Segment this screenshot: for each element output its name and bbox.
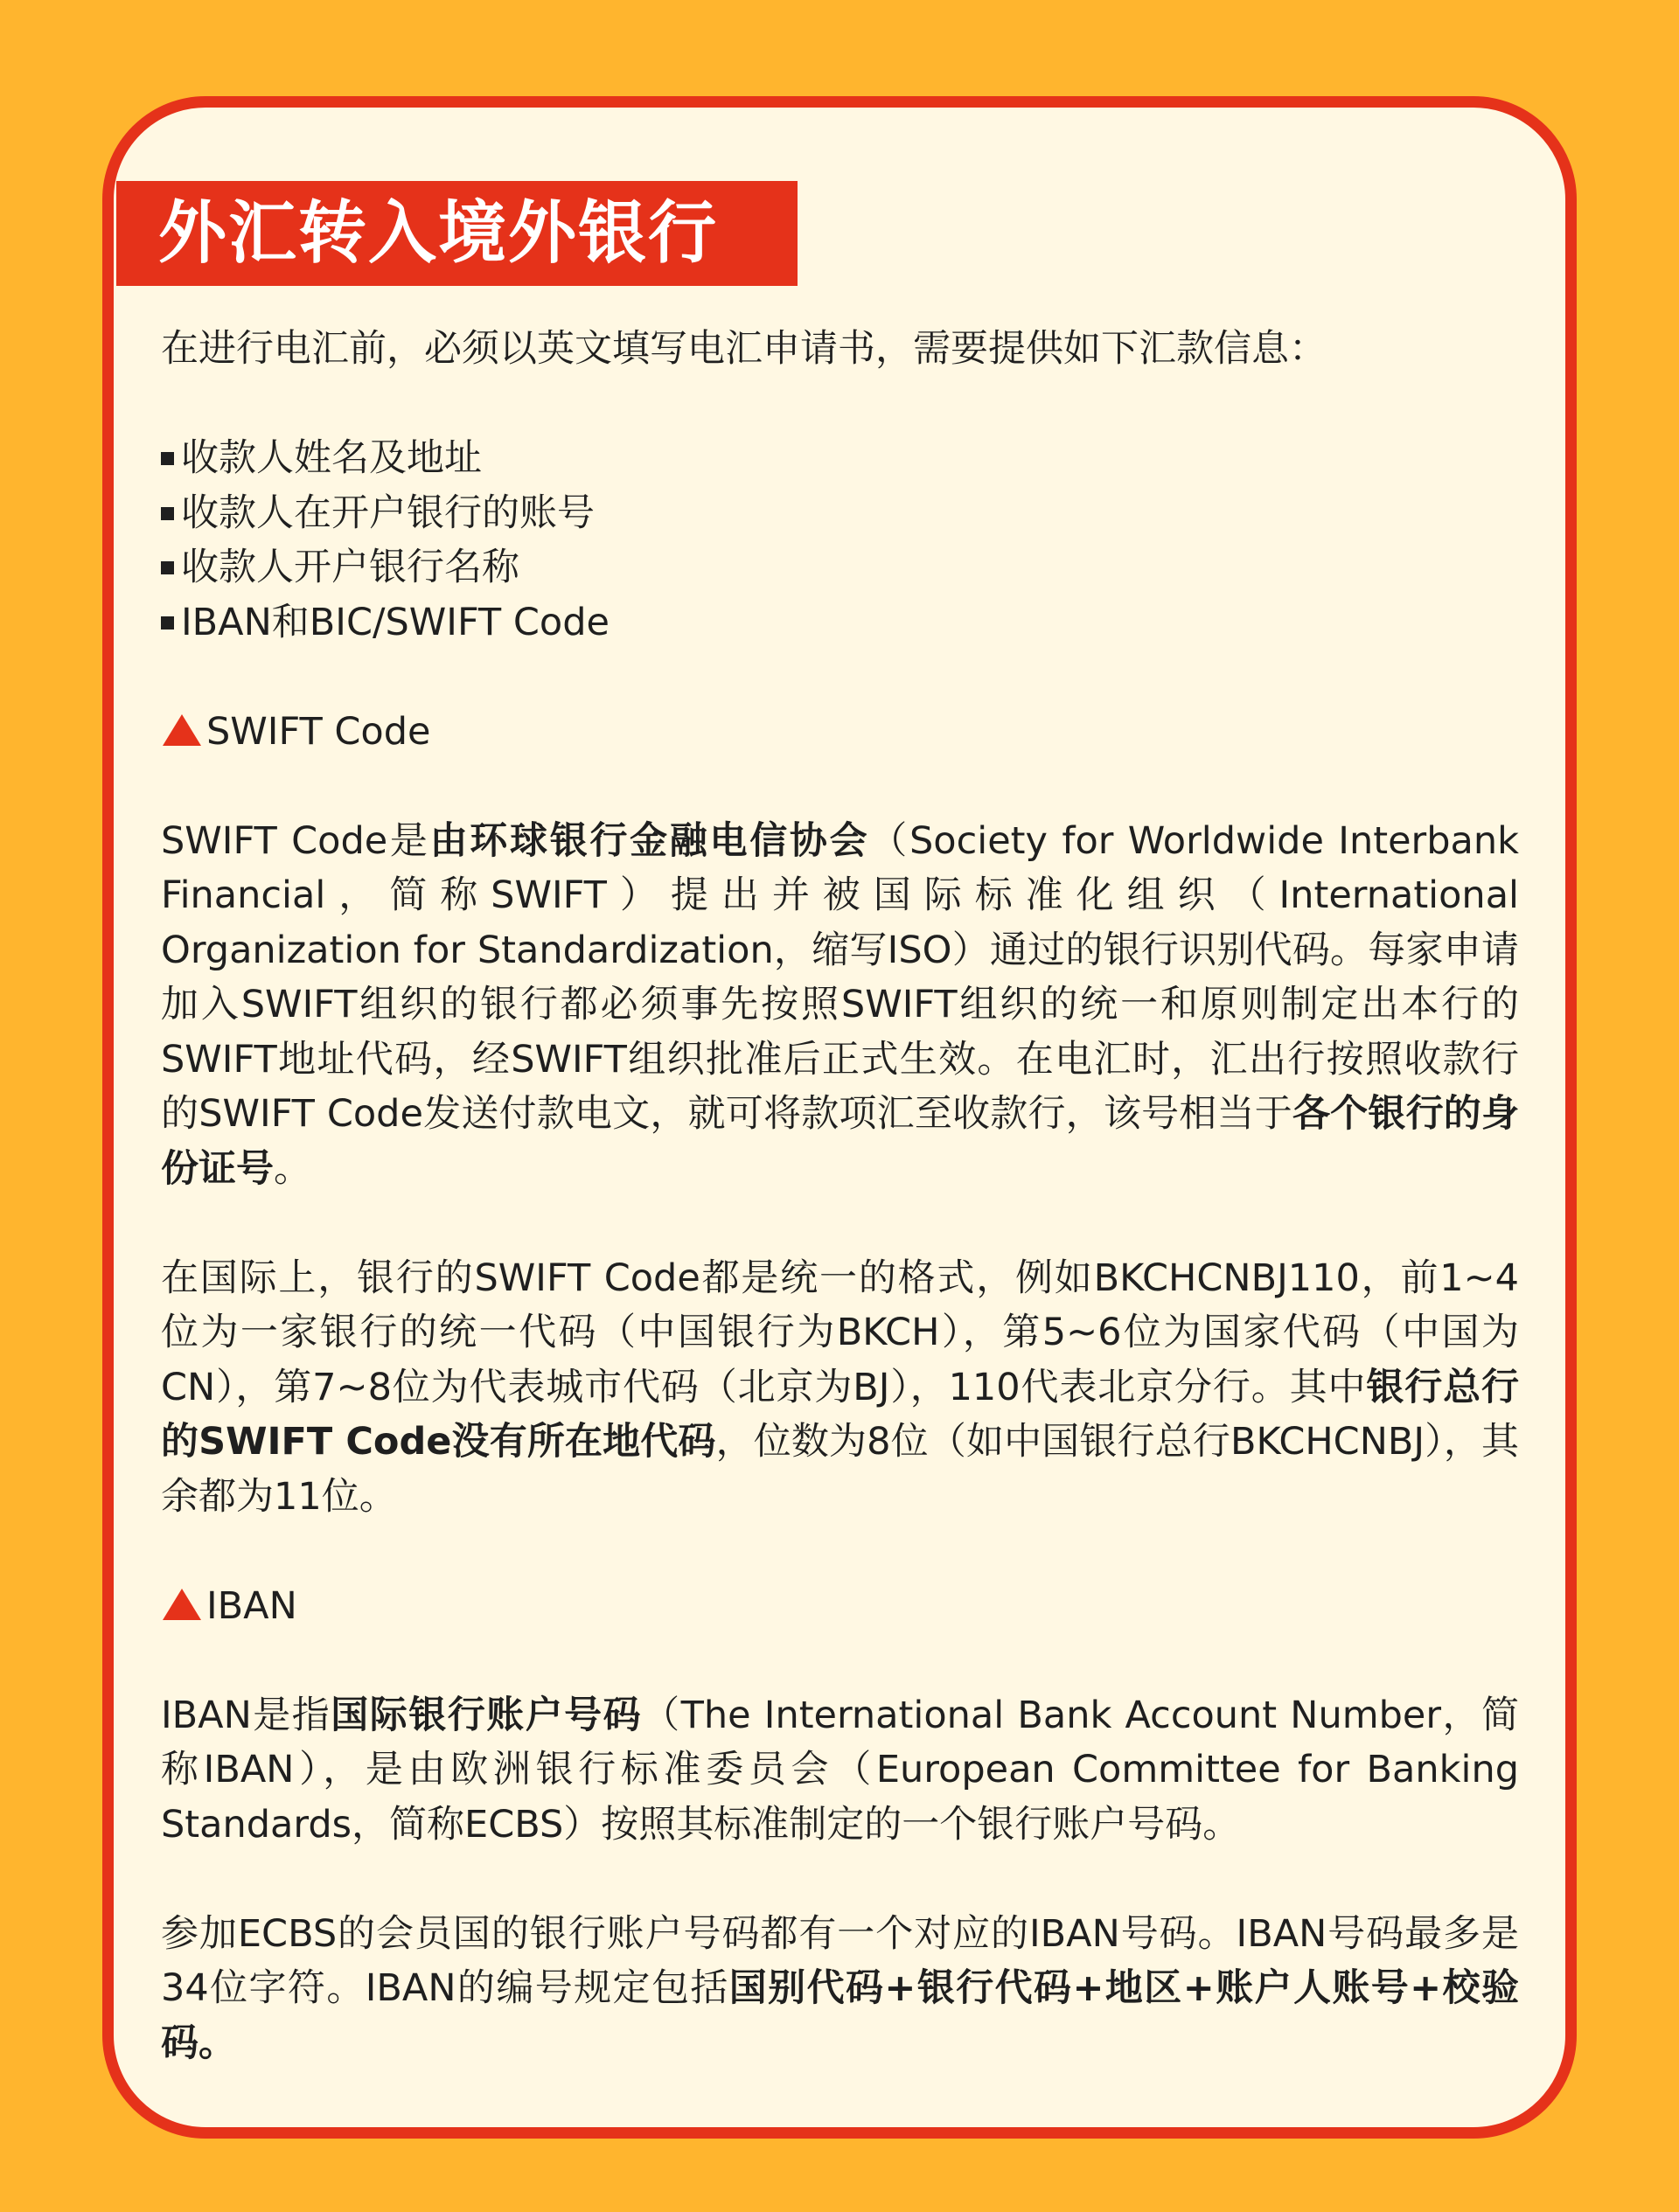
swift-paragraph-2: 在国际上，银行的SWIFT Code都是统一的格式，例如BKCHCNBJ110，前1~4位为一家银行的统一代码（中国银行为BKCH），第5~6位为国家代码（中国为CN），第7~8位为代表城市代码（北京为BJ），110代表北京分行。其中银行总行的SWIFT Code没有所在地代码，位数为8位（如中国银行总行BKCHCNBJ），其余都为11位。 <box>161 1256 1519 1519</box>
page-title: 外汇转入境外银行 <box>116 181 798 286</box>
section-heading-iban: IBAN <box>161 1579 1519 1634</box>
list-item: IBAN和BIC/SWIFT Code <box>161 595 1519 650</box>
spacer <box>161 1633 1519 1688</box>
emphasis: 由环球银行金融电信协会 <box>429 818 870 863</box>
spacer <box>161 1852 1519 1907</box>
article-body <box>161 322 1519 2070</box>
square-bullet-icon <box>161 452 174 465</box>
requirements-list <box>161 431 1519 650</box>
emphasis: 国际银行账户号码 <box>331 1693 643 1737</box>
emphasis: 国别代码+银行代码+地区+账户人账号+校验码。 <box>161 1966 1519 2065</box>
section-heading-swift: SWIFT Code <box>161 705 1519 760</box>
warning-triangle-icon <box>161 1587 203 1622</box>
warning-triangle-icon <box>161 713 203 748</box>
intro-text: 在进行电汇前，必须以英文填写电汇申请书，需要提供如下汇款信息： <box>161 327 1327 371</box>
list-item: 收款人在开户银行的账号 <box>161 486 1519 541</box>
spacer <box>161 1524 1519 1579</box>
iban-paragraph-2: 参加ECBS的会员国的银行账户号码都有一个对应的IBAN号码。IBAN号码最多是34位字符。IBAN的编号规定包括国别代码+银行代码+地区+账户人账号+校验码。 <box>161 1911 1519 2065</box>
list-item: 收款人开户银行名称 <box>161 540 1519 595</box>
spacer <box>161 759 1519 814</box>
spacer <box>161 650 1519 705</box>
emphasis: 各个银行的身份证号 <box>161 1092 1520 1191</box>
swift-paragraph-1: SWIFT Code是由环球银行金融电信协会（Society for Worldwide Interbank Financial，简称SWIFT）提出并被国际标准化组织（International Organization for Standardization，缩写ISO）通过的银行识别代码。每家申请加入SWIFT组织的银行都必须事先按照SWIFT组织的统一和原则制定出本行的SWIFT地址代码，经SWIFT组织批准后正式生效。在电汇时，汇出行按照收款行的SWIFT Code发送付款电文，就可将款项汇至收款行，该号相当于各个银行的身份证号。 <box>161 818 1520 1191</box>
list-item: 收款人姓名及地址 <box>161 431 1519 486</box>
square-bullet-icon <box>161 561 174 574</box>
spacer <box>161 1196 1519 1251</box>
square-bullet-icon <box>161 616 174 630</box>
square-bullet-icon <box>161 507 174 520</box>
emphasis: 银行总行的SWIFT Code没有所在地代码 <box>161 1365 1519 1464</box>
iban-paragraph-1: IBAN是指国际银行账户号码（The International Bank Account Number，简称IBAN），是由欧洲银行标准委员会（European Committee for Banking Standards，简称ECBS）按照其标准制定的一个银行账户号码。 <box>161 1693 1519 1847</box>
spacer <box>161 377 1519 432</box>
